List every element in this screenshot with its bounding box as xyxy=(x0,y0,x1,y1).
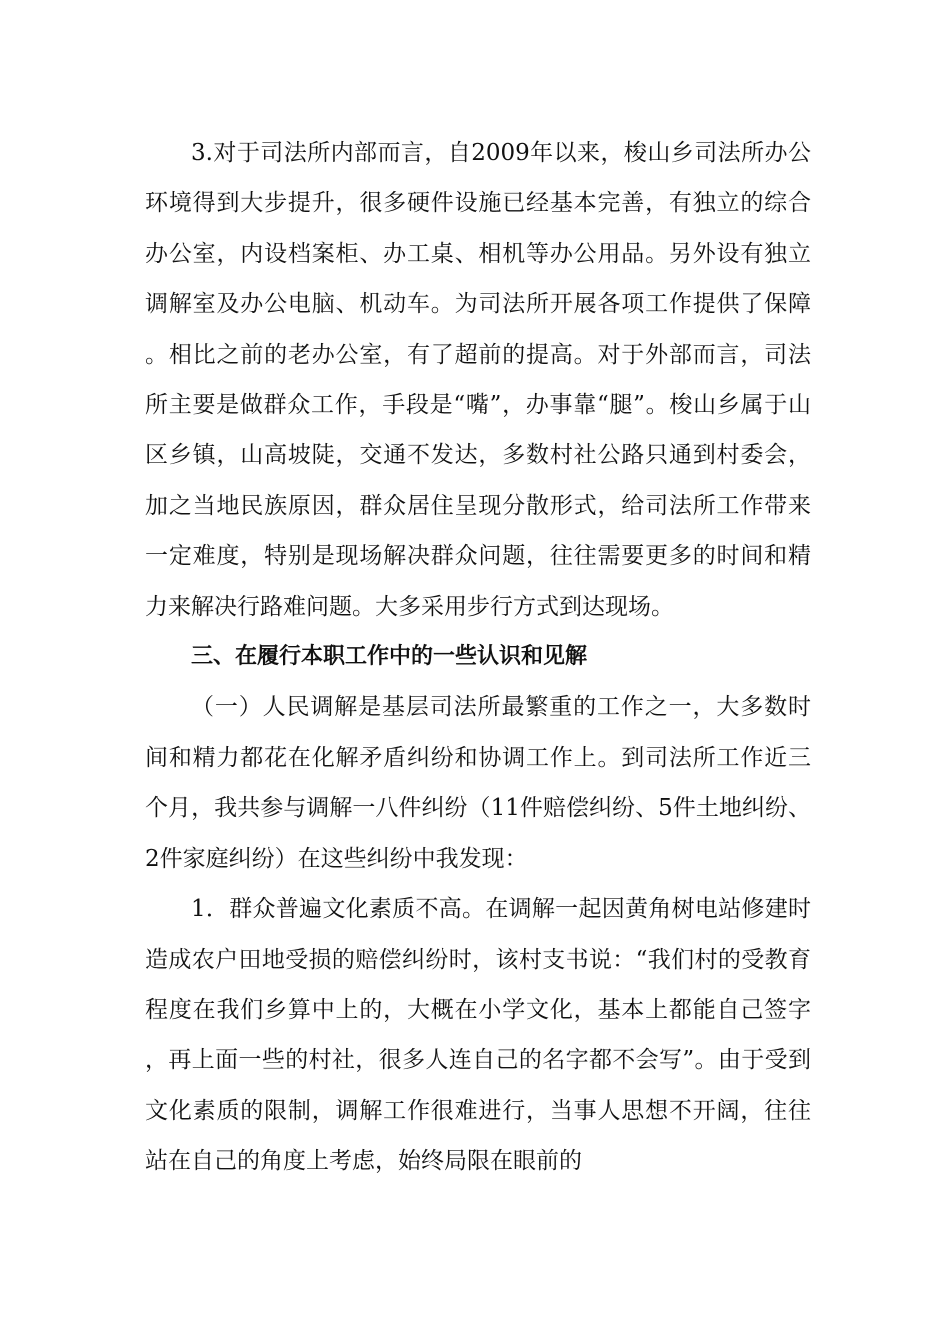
section-heading: 三、在履行本职工作中的一些认识和见解 xyxy=(191,644,588,670)
paragraph-mediation: （一）人民调解是基层司法所最繁重的工作之一，大多数时间和精力都花在化解矛盾纠纷和协调工作上。到司法所工作近三个月，我共参与调解一八件纠纷（11件赔偿纠纷、5件土地纠纷、2件家庭纠纷）在这些纠纷中我发现： xyxy=(145,694,811,872)
paragraph-education-level: 1．群众普遍文化素质不高。在调解一起因黄角树电站修建时造成农户田地受损的赔偿纠纷时，该村支书说：“我们村的受教育程度在我们乡算中上的，大概在小学文化，基本上都能自己签字，再上面一些的村社，很多人连自己的名字都不会写”。由于受到文化素质的限制，调解工作很难进行，当事人思想不开阔，往往站在自己的角度上考虑，始终局限在眼前的 xyxy=(145,896,811,1175)
paragraph-office-conditions: 3.对于司法所内部而言，自2009年以来，梭山乡司法所办公环境得到大步提升，很多硬件设施已经基本完善，有独立的综合办公室，内设档案柜、办工桌、相机等办公用品。另外设有独立调解室及办公电脑、机动车。为司法所开展各项工作提供了保障。相比之前的老办公室，有了超前的提高。对于外部而言，司法所主要是做群众工作，手段是“嘴”，办事靠“腿”。梭山乡属于山区乡镇，山高坡陡，交通不发达，多数村社公路只通到村委会，加之当地民族原因，群众居住呈现分散形式，给司法所工作带来一定难度，特别是现场解决群众问题，往往需要更多的时间和精力来解决行路难问题。大多采用步行方式到达现场。 xyxy=(145,140,811,620)
document-body xyxy=(145,128,811,1187)
